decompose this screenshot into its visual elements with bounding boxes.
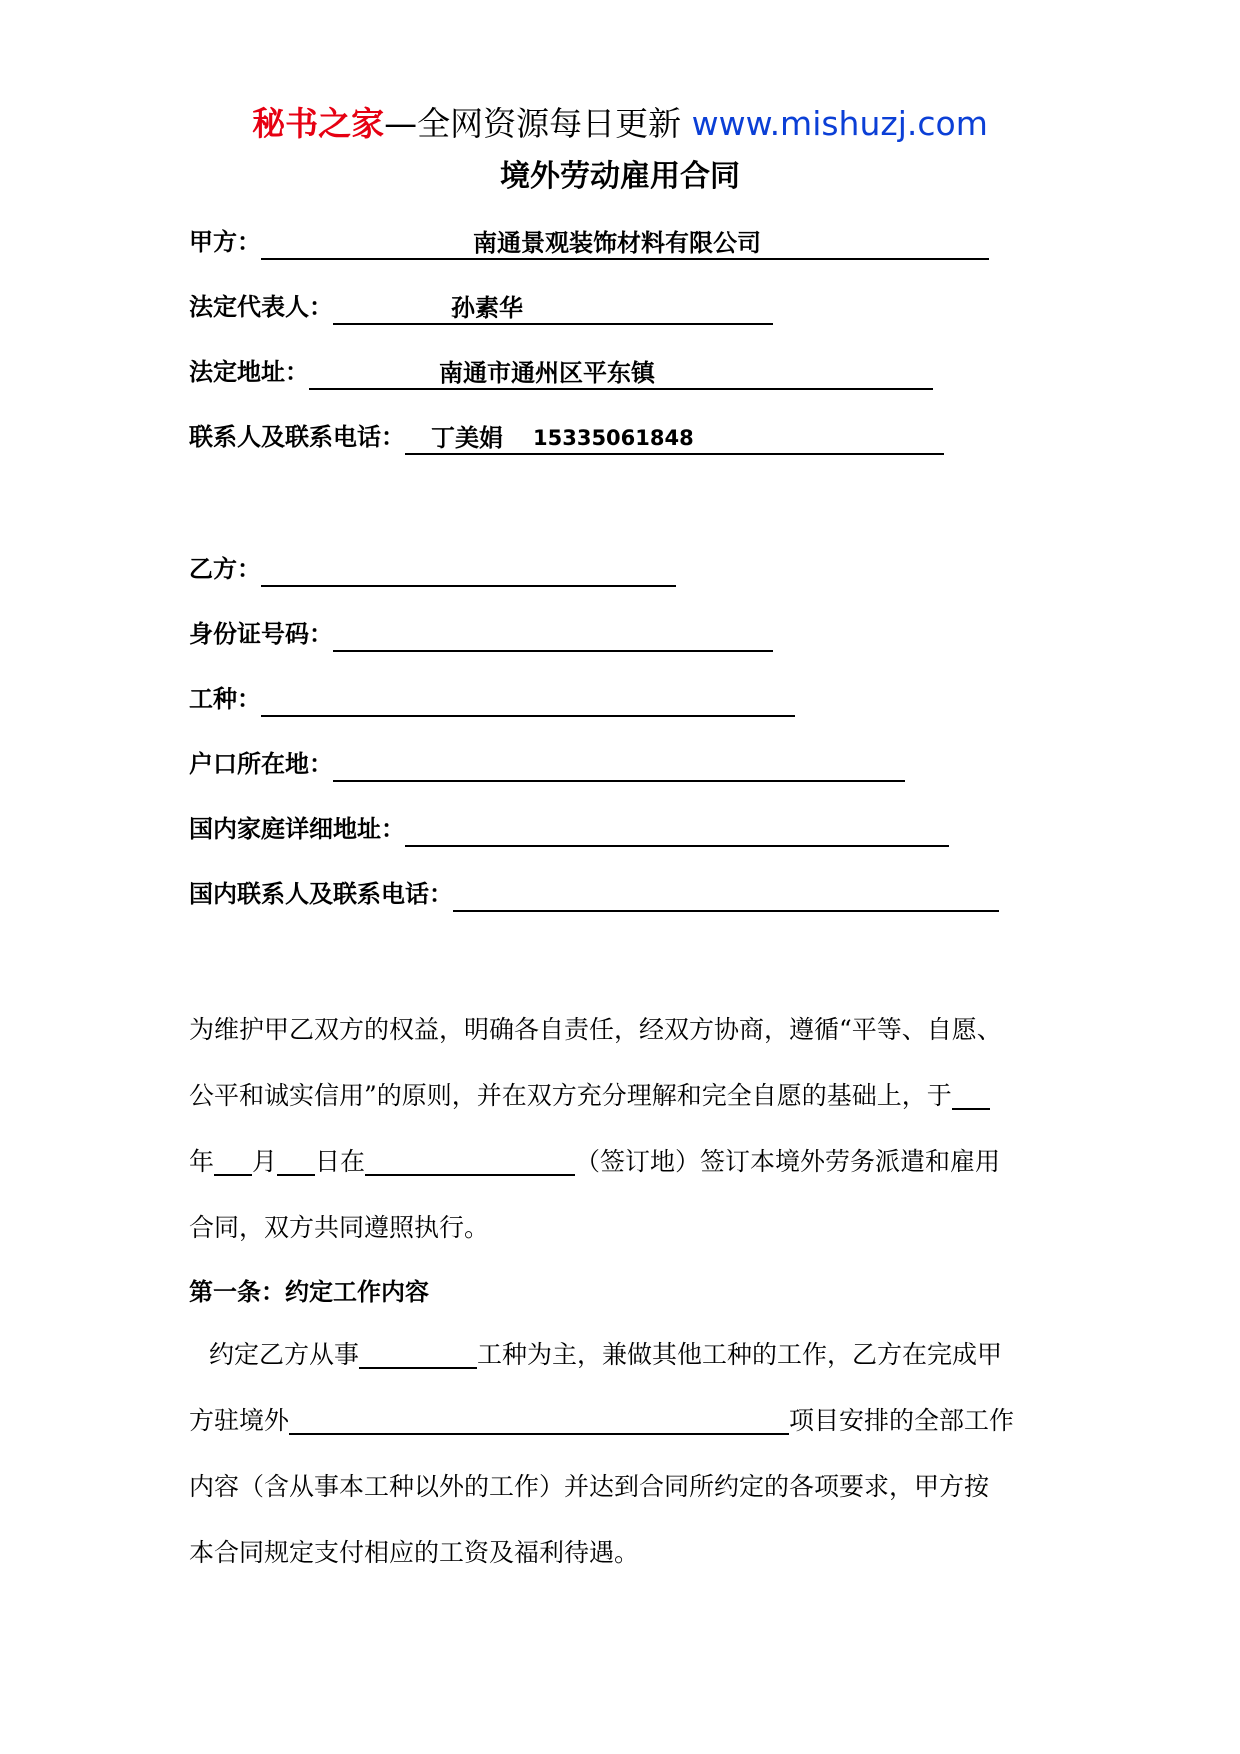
home-address-row: [189, 811, 949, 847]
domestic-contact-label: 国内联系人及联系电话：: [189, 880, 453, 908]
article1-text: 项目安排的全部工作: [789, 1406, 1015, 1435]
party-a-row: [189, 224, 989, 260]
site-banner: [0, 100, 1240, 148]
blank-line: [503, 423, 533, 455]
preamble-text: 公平和诚实信用”的原则，并在双方充分理解和完全自愿的基础上，于: [189, 1081, 952, 1110]
blank-line: [333, 293, 451, 325]
blank-line: [261, 685, 795, 717]
home-address-label: 国内家庭详细地址：: [189, 815, 405, 843]
blank-line: [365, 1146, 575, 1176]
legal-address-value: 南通市通州区平东镇: [439, 358, 655, 390]
blank-line: [333, 750, 905, 782]
article1-line: 本合同规定支付相应的工资及福利待遇。: [189, 1538, 640, 1567]
blank-line: [952, 1080, 990, 1110]
contact-phone: 15335061848: [533, 423, 694, 455]
contact-row: [189, 419, 944, 455]
blank-line: [289, 1405, 789, 1435]
preamble-line: [189, 1063, 1069, 1129]
blank-line: [694, 423, 944, 455]
preamble-text: （签订地）签订本境外劳务派遣和雇用: [575, 1147, 1001, 1176]
blank-line: [523, 293, 773, 325]
party-a-value: 南通景观装饰材料有限公司: [473, 228, 761, 260]
legal-rep-value: 孙素华: [451, 293, 523, 325]
document-title: 境外劳动雇用合同: [500, 159, 740, 194]
preamble-line: 为维护甲乙双方的权益，明确各自责任，经双方协商，遵循“平等、自愿、: [189, 1015, 1002, 1044]
month-label: 月: [252, 1147, 278, 1176]
banner-url[interactable]: www.mishuzj.com: [691, 104, 988, 143]
legal-rep-row: [189, 289, 773, 325]
id-number-label: 身份证号码：: [189, 620, 333, 648]
blank-line: [309, 358, 439, 390]
article1-line: [189, 1388, 1069, 1454]
job-type-row: [189, 681, 795, 717]
contact-name: 丁美娟: [431, 423, 503, 455]
blank-line: [405, 423, 431, 455]
job-type-label: 工种：: [189, 685, 261, 713]
legal-rep-label: 法定代表人：: [189, 293, 333, 321]
blank-line: [453, 880, 999, 912]
preamble-line: [189, 1129, 1069, 1195]
legal-address-row: [189, 354, 933, 390]
article1-text: 工种为主，兼做其他工种的工作，乙方在完成甲: [477, 1340, 1003, 1369]
article1-body: [189, 1322, 1069, 1586]
blank-line: [333, 620, 773, 652]
article1-line: [189, 1322, 1069, 1388]
hukou-row: [189, 746, 905, 782]
contact-label: 联系人及联系电话：: [189, 423, 405, 451]
legal-address-label: 法定地址：: [189, 358, 309, 386]
blank-line: [214, 1146, 252, 1176]
banner-brand: 秘书之家: [252, 104, 385, 143]
article1-text: 约定乙方从事: [209, 1340, 360, 1369]
hukou-label: 户口所在地：: [189, 750, 333, 778]
id-number-row: [189, 616, 773, 652]
preamble-paragraph: [189, 997, 1069, 1261]
preamble-line: 合同，双方共同遵照执行。: [189, 1213, 490, 1242]
year-label: 年: [189, 1147, 215, 1176]
blank-line: [277, 1146, 315, 1176]
blank-line: [761, 228, 989, 260]
article1-heading: 第一条：约定工作内容: [189, 1278, 429, 1306]
banner-slogan: —全网资源每日更新: [384, 104, 692, 143]
domestic-contact-row: [189, 876, 999, 912]
party-a-label: 甲方：: [189, 228, 261, 256]
party-b-row: [189, 551, 676, 587]
blank-line: [261, 555, 676, 587]
article1-line: 内容（含从事本工种以外的工作）并达到合同所约定的各项要求，甲方按: [189, 1472, 990, 1501]
party-b-label: 乙方：: [189, 555, 261, 583]
blank-line: [359, 1339, 477, 1369]
blank-line: [655, 358, 933, 390]
article1-text: 方驻境外: [189, 1406, 290, 1435]
blank-line: [405, 815, 949, 847]
day-label: 日在: [315, 1147, 366, 1176]
blank-line: [261, 228, 473, 260]
